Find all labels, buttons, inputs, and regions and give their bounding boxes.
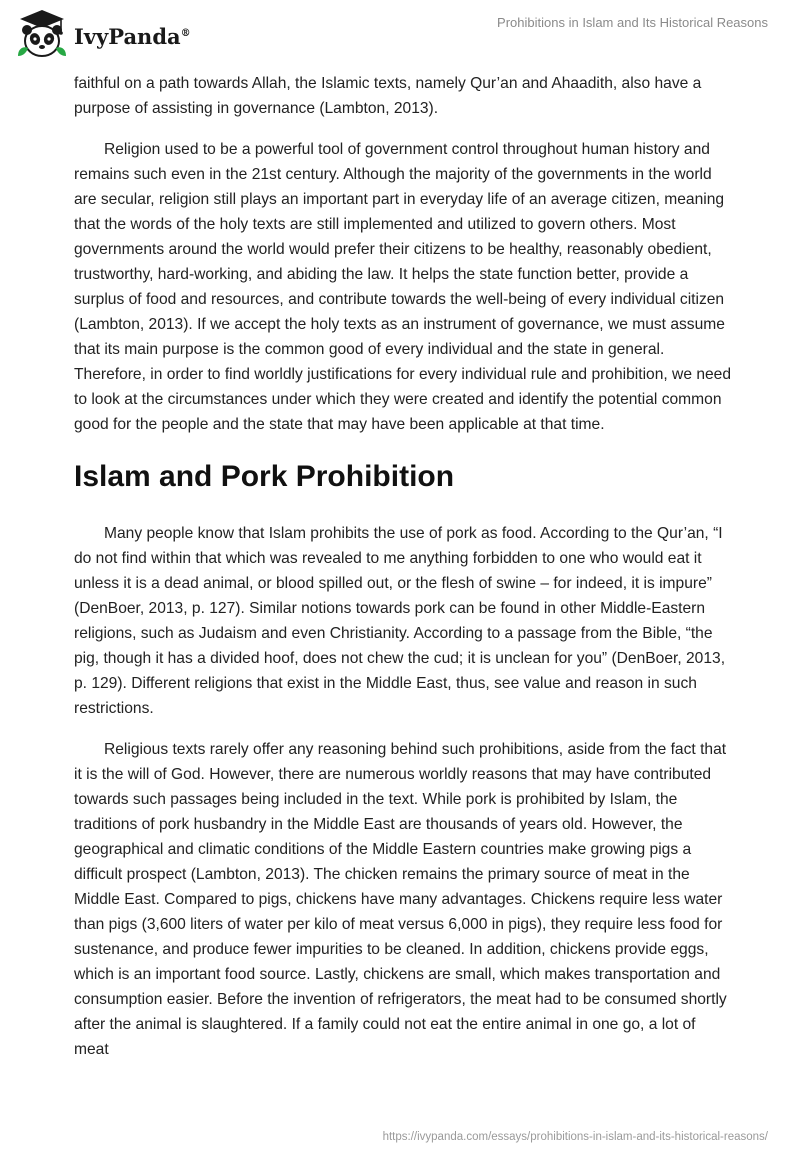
paragraph-continued: faithful on a path towards Allah, the Islamic texts, namely Qur’an and Ahaadith, also have a purpose of assisting in governance (Lambton, 2013). — [74, 75, 702, 117]
paragraph-worldly-reasons: Religious texts rarely offer any reasoning behind such prohibitions, aside from the fact that it is the will of God. However, there are numerous worldly reasons that may have contributed towards such passages being included in the text. While pork is prohibited by Islam, the traditions of pork husbandry in the Middle East are thousands of years old. However, the geographical and climatic conditions of the Middle Eastern countries make growing pigs a difficult prospect (Lambton, 2013). The chicken remains the primary source of meat in the Middle East. Compared to pigs, chickens have many advantages. Chickens require less water than pigs (3,600 liters of water per kilo of meat versus 6,000 in pigs), they require less food for sustenance, and produce fewer impurities to be cleaned. In addition, chickens provide eggs, which is an important food source. Lastly, chickens are small, which makes transportation and consumption easier. Before the invention of refrigerators, the meat had to be consumed shortly after the animal is slaughtered. If a family could not eat the entire animal in one go, a lot of meat — [74, 741, 727, 1058]
ivypanda-logo[interactable] — [14, 8, 191, 60]
section-heading: Islam and Pork Prohibition — [74, 460, 455, 493]
source-url-link[interactable]: https://ivypanda.com/essays/prohibitions-in-islam-and-its-historical-reasons/ — [382, 1131, 768, 1143]
paragraph-religion-governance: Religion used to be a powerful tool of government control throughout human history and remains such even in the 21st century. Although the majority of the governments in the world are secular, religion still plays an important part in everyday life of an average citizen, meaning that the words of the holy texts are still implemented and utilized to govern others. Most governments around the world would prefer their citizens to be healthy, reasonably obedient, trustworthy, hard-working, and abiding the law. It helps the state function better, provide a surplus of food and resources, and contribute towards the well-being of every individual citizen (Lambton, 2013). If we accept the holy texts as an instrument of governance, we must assume that its main purpose is the common good of every individual and the state in general. Therefore, in order to find worldly justifications for every individual rule and prohibition, we need to look at the circumstances under which they were created and identify the potential common good for the people and the state that may have been applicable at that time. — [74, 141, 732, 433]
registered-mark: ® — [180, 27, 191, 39]
brand-name — [74, 24, 191, 49]
panda-graduate-icon — [14, 8, 70, 60]
document-title: Prohibitions in Islam and Its Historical Reasons — [497, 15, 768, 30]
paragraph-pork-prohibition: Many people know that Islam prohibits the use of pork as food. According to the Qur’an, “I do not find within that which was revealed to me anything forbidden to one who would eat it unless it is a dead animal, or blood spilled out, or the flesh of swine – for indeed, it is impure” (DenBoer, 2013, p. 127). Similar notions towards pork can be found in other Middle-Eastern religions, such as Judaism and even Christianity. According to a passage from the Bible, “the pig, though it has a divided hoof, does not chew the cud; it is unclean for you” (DenBoer, 2013, p. 129). Different religions that exist in the Middle East, thus, see value and reason in such restrictions. — [74, 525, 726, 717]
page-header — [0, 0, 800, 70]
brand-name-text: IvyPanda — [74, 23, 181, 49]
essay-content — [74, 71, 734, 1078]
